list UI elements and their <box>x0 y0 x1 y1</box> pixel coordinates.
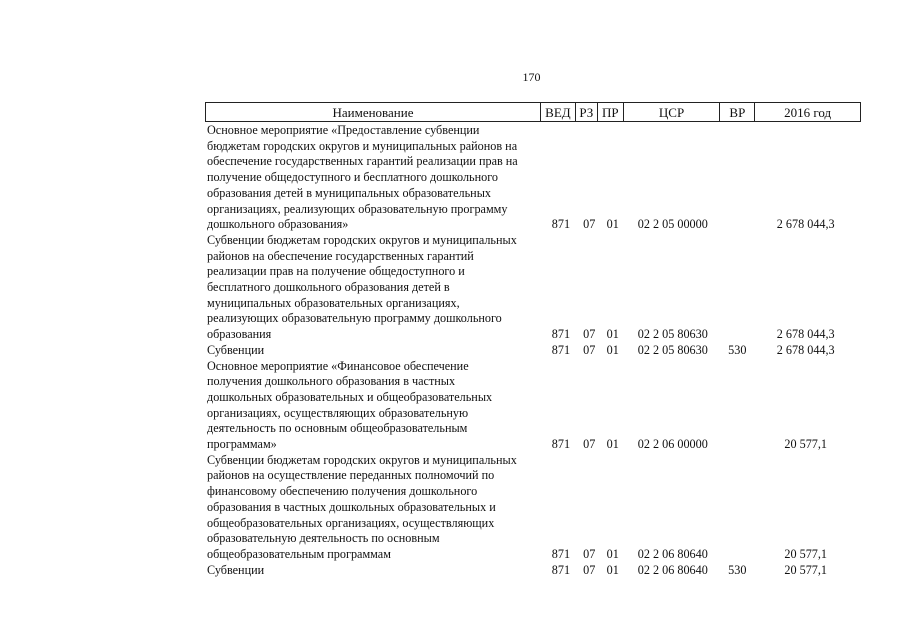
row-pr: 01 <box>606 342 619 357</box>
row-name-line: получения дошкольного образования в частных <box>207 374 456 389</box>
row-name-line: Субвенции бюджетам городских округов и муниципальных <box>207 452 517 467</box>
header-pr: ПР <box>598 103 624 121</box>
page-number: 170 <box>522 70 541 84</box>
row-csr: 02 2 05 80630 <box>637 342 708 357</box>
row-name <box>207 343 535 359</box>
row-pr: 01 <box>606 327 619 342</box>
row-name-line: деятельность по основным общеобразовательным <box>207 421 468 436</box>
header-vr: ВР <box>720 103 755 121</box>
row-name-line: Основное мероприятие «Предоставление субвенции <box>207 123 480 137</box>
row-sum: 2 678 044,3 <box>776 327 835 342</box>
row-name-line: организациях, реализующих образовательную программу <box>207 201 508 216</box>
row-rz: 07 <box>583 562 596 577</box>
table-row <box>207 453 857 563</box>
row-name-line: получение общедоступного и бесплатного дошкольного <box>207 170 499 185</box>
row-name-line: образования детей в муниципальных образовательных <box>207 185 491 200</box>
row-name-line: районов на осуществление переданных полномочий по <box>207 468 495 483</box>
table-row <box>207 563 857 579</box>
row-csr: 02 2 06 80640 <box>637 562 708 577</box>
row-pr: 01 <box>606 437 619 452</box>
row-rz: 07 <box>583 546 596 561</box>
row-name-line: бесплатного дошкольного образования детей в <box>207 280 450 295</box>
row-vr: 530 <box>728 342 747 357</box>
row-rz: 07 <box>583 217 596 232</box>
table-row <box>207 123 857 233</box>
row-csr: 02 2 06 00000 <box>637 437 708 452</box>
row-name-line: муниципальных образовательных организациях, <box>207 295 460 310</box>
header-ved: ВЕД <box>541 103 576 121</box>
row-name-line: реализации прав на получение общедоступного и <box>207 264 465 279</box>
row-vr: 530 <box>728 562 747 577</box>
row-csr: 02 2 05 80630 <box>637 327 708 342</box>
row-ved: 871 <box>551 437 571 452</box>
row-name <box>207 453 535 563</box>
row-name-line: бюджетам городских округов и муниципальных районов на <box>207 138 518 153</box>
row-csr: 02 2 05 00000 <box>637 217 708 232</box>
row-rz: 07 <box>583 437 596 452</box>
row-name <box>207 563 535 579</box>
row-name-line: реализующих образовательную программу дошкольного <box>207 311 502 326</box>
row-rz: 07 <box>583 342 596 357</box>
row-name <box>207 233 535 343</box>
table-row <box>207 233 857 343</box>
row-sum: 20 577,1 <box>784 562 828 577</box>
row-pr: 01 <box>606 546 619 561</box>
row-name-line: дошкольных образовательных и общеобразовательных <box>207 389 493 404</box>
row-name-line: дошкольного образования» <box>207 217 349 232</box>
header-csr: ЦСР <box>624 103 721 121</box>
table-row <box>207 343 857 359</box>
row-ved: 871 <box>551 342 571 357</box>
header-name: Наименование <box>206 103 541 121</box>
row-ved: 871 <box>551 546 571 561</box>
row-name-line: общеобразовательных организациях, осуществляющих <box>207 515 495 530</box>
table-body <box>207 123 857 578</box>
row-name-line: районов на обеспечение государственных гарантий <box>207 248 474 263</box>
row-name-line: обеспечение государственных гарантий реализации прав на <box>207 154 518 169</box>
row-pr: 01 <box>606 217 619 232</box>
row-sum: 2 678 044,3 <box>776 342 835 357</box>
row-name <box>207 123 535 233</box>
row-pr: 01 <box>606 562 619 577</box>
row-name-line: Субвенции <box>207 342 265 357</box>
table-header <box>205 102 861 122</box>
row-ved: 871 <box>551 327 571 342</box>
row-name-line: образования <box>207 327 272 342</box>
row-csr: 02 2 06 80640 <box>637 546 708 561</box>
row-name-line: программам» <box>207 437 277 452</box>
row-ved: 871 <box>551 217 571 232</box>
row-sum: 2 678 044,3 <box>776 217 835 232</box>
row-name <box>207 359 535 453</box>
row-name-line: образовательную деятельность по основным <box>207 531 440 546</box>
row-sum: 20 577,1 <box>784 437 828 452</box>
row-name-line: Субвенции бюджетам городских округов и муниципальных <box>207 232 517 247</box>
row-sum: 20 577,1 <box>784 546 828 561</box>
header-rz: РЗ <box>576 103 598 121</box>
table-row <box>207 359 857 453</box>
row-rz: 07 <box>583 327 596 342</box>
row-name-line: образования в частных дошкольных образовательных и <box>207 499 496 514</box>
row-name-line: финансовому обеспечению получения дошкольного <box>207 484 478 499</box>
row-name-line: Основное мероприятие «Финансовое обеспечение <box>207 358 469 373</box>
header-year: 2016 год <box>784 105 832 120</box>
row-name-line: Субвенции <box>207 562 265 577</box>
row-name-line: общеобразовательным программам <box>207 546 391 561</box>
row-name-line: организациях, осуществляющих образовательную <box>207 405 469 420</box>
row-ved: 871 <box>551 562 571 577</box>
